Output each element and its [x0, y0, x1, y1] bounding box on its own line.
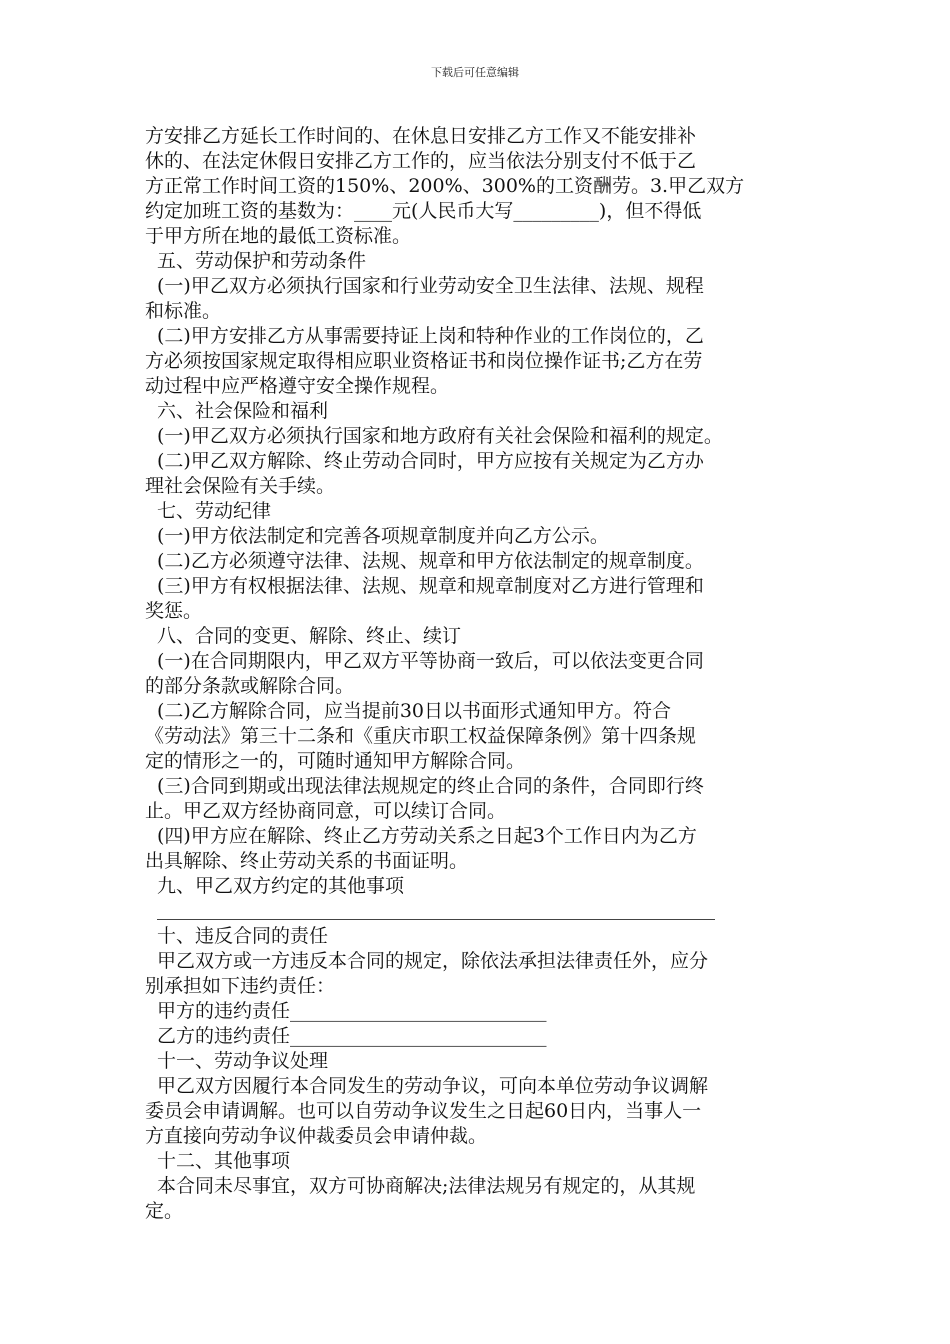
text-line: 止。甲乙双方经协商同意，可以续订合同。 [145, 800, 507, 822]
text-line: 理社会保险有关手续。 [145, 475, 336, 497]
text-line: 十一、劳动争议处理 [157, 1050, 329, 1072]
page-header-note: 下载后可任意编辑 [431, 66, 519, 79]
text-line: (二)乙方必须遵守法律、法规、规章和甲方依法制定的规章制度。 [157, 550, 704, 572]
text-line: 于甲方所在地的最低工资标准。 [145, 225, 412, 247]
text-line: 甲乙双方或一方违反本合同的规定，除依法承担法律责任外，应分 [157, 950, 709, 972]
text-line: 方正常工作时间工资的150%、200%、300%的工资酬劳。3.甲乙双方 [145, 175, 745, 197]
text-line: (一)甲乙双方必须执行国家和地方政府有关社会保险和福利的规定。 [157, 425, 723, 447]
text-line: 七、劳动纪律 [157, 500, 272, 522]
text-line: 和标准。 [145, 300, 222, 322]
blank-fill-line [145, 899, 815, 924]
text-line: (二)甲乙双方解除、终止劳动合同时，甲方应按有关规定为乙方办 [157, 450, 704, 472]
text-line: (二)乙方解除合同，应当提前30日以书面形式通知甲方。符合 [157, 700, 672, 722]
text-line: 八、合同的变更、解除、终止、续订 [157, 625, 462, 647]
text-line: 动过程中应严格遵守安全操作规程。 [145, 375, 450, 397]
text-line: (三)合同到期或出现法律法规规定的终止合同的条件，合同即行终 [157, 775, 704, 797]
text-line: (一)甲方依法制定和完善各项规章制度并向乙方公示。 [157, 525, 609, 547]
text-line: 本合同未尽事宜，双方可协商解决;法律法规另有规定的，从其规 [157, 1175, 696, 1197]
text-line: 十、违反合同的责任 [157, 925, 329, 947]
text-line: 委员会申请调解。也可以自劳动争议发生之日起60日内，当事人一 [145, 1100, 702, 1122]
text-line: 的部分条款或解除合同。 [145, 675, 355, 697]
text-line: 出具解除、终止劳动关系的书面证明。 [145, 850, 469, 872]
text-line: 方必须按国家规定取得相应职业资格证书和岗位操作证书;乙方在劳 [145, 350, 703, 372]
text-line: 别承担如下违约责任： [145, 975, 336, 997]
text-line: 六、社会保险和福利 [157, 400, 329, 422]
text-line: 五、劳动保护和劳动条件 [157, 250, 367, 272]
text-line: 休的、在法定休假日安排乙方工作的，应当依法分别支付不低于乙 [145, 150, 697, 172]
text-line: (四)甲方应在解除、终止乙方劳动关系之日起3个工作日内为乙方 [157, 825, 697, 847]
text-line: (一)甲乙双方必须执行国家和行业劳动安全卫生法律、法规、规程 [157, 275, 704, 297]
text-line: 定的情形之一的，可随时通知甲方解除合同。 [145, 750, 526, 772]
text-line: (一)在合同期限内，甲乙双方平等协商一致后，可以依法变更合同 [157, 650, 704, 672]
text-line: (二)甲方安排乙方从事需要持证上岗和特种作业的工作岗位的，乙 [157, 325, 704, 347]
document-body [145, 124, 815, 1224]
text-line: 方直接向劳动争议仲裁委员会申请仲裁。 [145, 1125, 488, 1147]
text-line: 奖惩。 [145, 600, 203, 622]
text-line: 十二、其他事项 [157, 1150, 291, 1172]
text-line: (三)甲方有权根据法律、法规、规章和规章制度对乙方进行管理和 [157, 575, 704, 597]
text-line: 甲乙双方因履行本合同发生的劳动争议，可向本单位劳动争议调解 [157, 1075, 709, 1097]
text-line: 乙方的违约责任___________________________ [157, 1025, 547, 1047]
text-line: 方安排乙方延长工作时间的、在休息日安排乙方工作又不能安排补 [145, 125, 697, 147]
text-line: 约定加班工资的基数为：____元(人民币大写_________)，但不得低 [145, 200, 702, 222]
text-line: 《劳动法》第三十二条和《重庆市职工权益保障条例》第十四条规 [145, 725, 697, 747]
text-line: 定。 [145, 1200, 184, 1222]
text-line: 九、甲乙双方约定的其他事项 [157, 875, 405, 897]
text-line: 甲方的违约责任___________________________ [157, 1000, 547, 1022]
